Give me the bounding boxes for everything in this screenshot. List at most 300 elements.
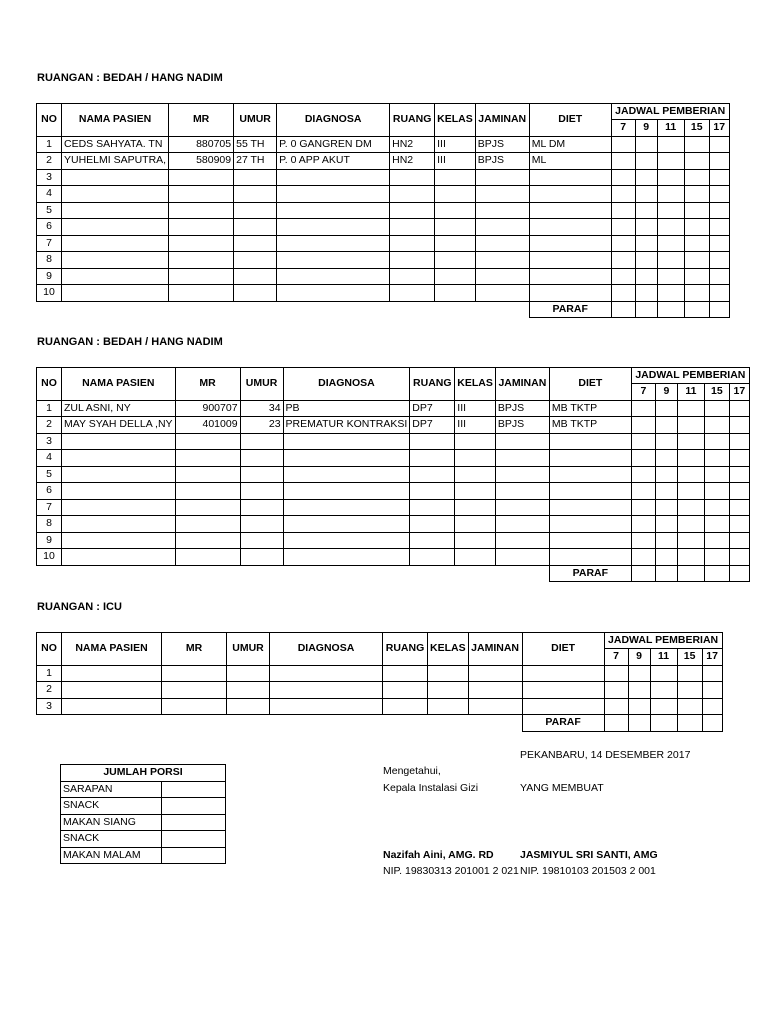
porsi-value <box>162 798 226 815</box>
diet <box>549 499 631 516</box>
section-title: RUANGAN : BEDAH / HANG NADIM <box>37 72 223 84</box>
patient-age <box>234 285 277 302</box>
patient-age <box>240 516 283 533</box>
insurance <box>475 268 529 285</box>
schedule-cell <box>657 153 684 170</box>
schedule-cell <box>709 252 729 269</box>
class <box>435 252 476 269</box>
paraf-cell <box>611 301 635 318</box>
schedule-cell <box>657 235 684 252</box>
insurance <box>468 665 522 682</box>
patient-name <box>62 532 176 549</box>
room <box>410 450 455 467</box>
header-umur: UMUR <box>240 368 283 401</box>
medical-record: 401009 <box>175 417 240 434</box>
insurance <box>495 433 549 450</box>
schedule-cell <box>729 433 749 450</box>
header-time-17: 17 <box>702 649 722 666</box>
room: DP7 <box>410 400 455 417</box>
insurance: BPJS <box>475 136 529 153</box>
porsi-label: SNACK <box>61 831 162 848</box>
class <box>435 268 476 285</box>
schedule-cell <box>729 466 749 483</box>
table-row <box>37 698 723 715</box>
room <box>383 698 428 715</box>
paraf-cell <box>657 301 684 318</box>
schedule-cell <box>604 665 628 682</box>
paraf-cell <box>704 565 729 582</box>
schedule-cell <box>657 169 684 186</box>
schedule-cell <box>611 186 635 203</box>
paraf-cell <box>604 715 628 732</box>
schedule-cell <box>635 252 657 269</box>
table-row <box>37 532 750 549</box>
schedule-cell <box>655 499 677 516</box>
room <box>390 186 435 203</box>
header-no: NO <box>37 104 62 137</box>
schedule-cell <box>677 698 702 715</box>
schedule-cell <box>631 532 655 549</box>
row-number: 3 <box>37 698 62 715</box>
room <box>410 433 455 450</box>
patient-age <box>234 202 277 219</box>
patient-age <box>240 483 283 500</box>
schedule-cell <box>702 682 722 699</box>
diet <box>529 186 611 203</box>
diagnosis: P. 0 APP AKUT <box>277 153 390 170</box>
schedule-cell <box>655 516 677 533</box>
schedule-cell <box>631 483 655 500</box>
paraf-label: PARAF <box>522 715 604 732</box>
schedule-cell <box>631 549 655 566</box>
table-row <box>37 252 730 269</box>
header-time-11: 11 <box>657 120 684 137</box>
header-umur: UMUR <box>234 104 277 137</box>
schedule-cell <box>635 219 657 236</box>
patient-age <box>227 698 270 715</box>
schedule-cell <box>677 400 704 417</box>
patient-name <box>62 698 162 715</box>
schedule-cell <box>684 186 709 203</box>
patient-name <box>62 483 176 500</box>
row-number: 7 <box>37 235 62 252</box>
schedule-cell <box>628 682 650 699</box>
table-row <box>37 483 750 500</box>
patient-table <box>36 367 750 582</box>
porsi-value <box>162 814 226 831</box>
schedule-cell <box>704 450 729 467</box>
schedule-cell <box>702 665 722 682</box>
porsi-row <box>61 814 226 831</box>
header-nama-pasien: NAMA PASIEN <box>62 368 176 401</box>
diagnosis <box>277 186 390 203</box>
medical-record <box>169 202 234 219</box>
patient-name <box>62 219 169 236</box>
schedule-cell <box>604 698 628 715</box>
paraf-cell <box>684 301 709 318</box>
diet <box>529 169 611 186</box>
room <box>383 665 428 682</box>
patient-age <box>240 549 283 566</box>
class <box>428 682 469 699</box>
diagnosis <box>277 252 390 269</box>
schedule-cell <box>677 417 704 434</box>
schedule-cell <box>709 219 729 236</box>
table-row <box>37 516 750 533</box>
insurance: BPJS <box>495 417 549 434</box>
room <box>390 285 435 302</box>
diet: ML <box>529 153 611 170</box>
insurance <box>475 285 529 302</box>
schedule-cell <box>631 499 655 516</box>
diet <box>549 433 631 450</box>
header-diagnosa: DIAGNOSA <box>270 633 383 666</box>
signer-name-left: Nazifah Aini, AMG. RD <box>383 849 494 861</box>
header-time-11: 11 <box>677 384 704 401</box>
schedule-cell <box>635 235 657 252</box>
row-number: 2 <box>37 153 62 170</box>
diet <box>522 665 604 682</box>
schedule-cell <box>684 219 709 236</box>
schedule-cell <box>709 285 729 302</box>
schedule-cell <box>604 682 628 699</box>
kepala-label: Kepala Instalasi Gizi <box>383 782 479 794</box>
schedule-cell <box>611 219 635 236</box>
table-row <box>37 450 750 467</box>
schedule-cell <box>704 483 729 500</box>
class <box>455 483 496 500</box>
insurance <box>475 202 529 219</box>
row-number: 10 <box>37 285 62 302</box>
schedule-cell <box>628 698 650 715</box>
table-row <box>37 417 750 434</box>
room <box>390 235 435 252</box>
porsi-value <box>162 831 226 848</box>
schedule-cell <box>704 516 729 533</box>
diet: MB TKTP <box>549 417 631 434</box>
diagnosis <box>283 549 410 566</box>
schedule-cell <box>655 400 677 417</box>
schedule-cell <box>611 202 635 219</box>
row-number: 6 <box>37 219 62 236</box>
table-row <box>37 169 730 186</box>
schedule-cell <box>650 698 677 715</box>
schedule-cell <box>635 153 657 170</box>
paraf-cell <box>677 565 704 582</box>
paraf-cell <box>650 715 677 732</box>
room <box>390 252 435 269</box>
diagnosis <box>277 235 390 252</box>
porsi-row <box>61 798 226 815</box>
row-number: 4 <box>37 450 62 467</box>
row-number: 9 <box>37 268 62 285</box>
class <box>455 433 496 450</box>
header-no: NO <box>37 633 62 666</box>
row-number: 10 <box>37 549 62 566</box>
class <box>455 499 496 516</box>
schedule-cell <box>657 252 684 269</box>
schedule-cell <box>729 499 749 516</box>
patient-name <box>62 186 169 203</box>
patient-age: 55 TH <box>234 136 277 153</box>
insurance <box>468 698 522 715</box>
signer-nip-right: NIP. 19810103 201503 2 001 <box>520 865 656 877</box>
porsi-label: SNACK <box>61 798 162 815</box>
medical-record <box>169 235 234 252</box>
schedule-cell <box>650 665 677 682</box>
medical-record <box>162 682 227 699</box>
header-jaminan: JAMINAN <box>475 104 529 137</box>
row-number: 4 <box>37 186 62 203</box>
table-header-row <box>37 104 730 120</box>
schedule-cell <box>611 153 635 170</box>
row-number: 2 <box>37 417 62 434</box>
row-number: 1 <box>37 136 62 153</box>
header-time-7: 7 <box>611 120 635 137</box>
porsi-row <box>61 781 226 798</box>
table-row <box>37 136 730 153</box>
medical-record <box>175 466 240 483</box>
schedule-cell <box>704 532 729 549</box>
patient-table <box>36 632 723 732</box>
header-no: NO <box>37 368 62 401</box>
patient-age: 34 <box>240 400 283 417</box>
medical-record <box>162 665 227 682</box>
porsi-label: SARAPAN <box>61 781 162 798</box>
table-row <box>37 202 730 219</box>
medical-record <box>169 169 234 186</box>
diagnosis <box>277 169 390 186</box>
header-time-17: 17 <box>729 384 749 401</box>
schedule-cell <box>684 285 709 302</box>
medical-record <box>169 268 234 285</box>
medical-record <box>175 549 240 566</box>
diet <box>549 532 631 549</box>
class <box>435 285 476 302</box>
header-time-7: 7 <box>631 384 655 401</box>
insurance <box>495 466 549 483</box>
schedule-cell <box>709 202 729 219</box>
header-diagnosa: DIAGNOSA <box>283 368 410 401</box>
diet <box>522 682 604 699</box>
row-number: 5 <box>37 202 62 219</box>
medical-record <box>175 532 240 549</box>
schedule-cell <box>677 499 704 516</box>
patient-age <box>240 433 283 450</box>
patient-name: YUHELMI SAPUTRA, <box>62 153 169 170</box>
row-number: 6 <box>37 483 62 500</box>
porsi-value <box>162 847 226 864</box>
paraf-row <box>37 715 723 732</box>
table-row <box>37 549 750 566</box>
schedule-cell <box>655 450 677 467</box>
header-jaminan: JAMINAN <box>495 368 549 401</box>
table-row <box>37 499 750 516</box>
porsi-label: MAKAN MALAM <box>61 847 162 864</box>
schedule-cell <box>709 153 729 170</box>
patient-age <box>234 169 277 186</box>
header-jadwal-pemberian: JADWAL PEMBERIAN <box>611 104 729 120</box>
header-time-7: 7 <box>604 649 628 666</box>
diagnosis <box>283 433 410 450</box>
insurance <box>475 186 529 203</box>
schedule-cell <box>635 186 657 203</box>
medical-record: 580909 <box>169 153 234 170</box>
schedule-cell <box>729 549 749 566</box>
diagnosis: PB <box>283 400 410 417</box>
diagnosis <box>283 483 410 500</box>
room <box>390 268 435 285</box>
insurance <box>495 549 549 566</box>
schedule-cell <box>729 417 749 434</box>
schedule-cell <box>684 252 709 269</box>
header-ruang: RUANG <box>410 368 455 401</box>
medical-record: 900707 <box>175 400 240 417</box>
insurance <box>475 252 529 269</box>
patient-name <box>62 169 169 186</box>
paraf-cell <box>702 715 722 732</box>
diagnosis <box>277 268 390 285</box>
schedule-cell <box>628 665 650 682</box>
room <box>410 516 455 533</box>
header-mr: MR <box>175 368 240 401</box>
diet <box>549 466 631 483</box>
table-row <box>37 285 730 302</box>
schedule-cell <box>704 499 729 516</box>
diagnosis <box>277 219 390 236</box>
insurance <box>495 499 549 516</box>
schedule-cell <box>655 532 677 549</box>
schedule-cell <box>655 417 677 434</box>
header-time-15: 15 <box>684 120 709 137</box>
schedule-cell <box>729 532 749 549</box>
header-jadwal-pemberian: JADWAL PEMBERIAN <box>604 633 722 649</box>
room <box>383 682 428 699</box>
insurance <box>475 235 529 252</box>
paraf-row <box>37 565 750 582</box>
schedule-cell <box>709 169 729 186</box>
insurance: BPJS <box>495 400 549 417</box>
schedule-cell <box>631 400 655 417</box>
class <box>428 698 469 715</box>
diet <box>522 698 604 715</box>
schedule-cell <box>729 400 749 417</box>
schedule-cell <box>655 466 677 483</box>
medical-record <box>175 499 240 516</box>
patient-age: 23 <box>240 417 283 434</box>
diagnosis <box>283 499 410 516</box>
paraf-cell <box>709 301 729 318</box>
insurance <box>495 532 549 549</box>
schedule-cell <box>729 516 749 533</box>
schedule-cell <box>729 450 749 467</box>
schedule-cell <box>704 549 729 566</box>
schedule-cell <box>635 285 657 302</box>
schedule-cell <box>684 202 709 219</box>
jumlah-porsi-table <box>60 764 226 864</box>
header-diagnosa: DIAGNOSA <box>277 104 390 137</box>
porsi-row <box>61 831 226 848</box>
patient-name <box>62 665 162 682</box>
room <box>390 202 435 219</box>
patient-name <box>62 252 169 269</box>
schedule-cell <box>635 202 657 219</box>
schedule-cell <box>635 268 657 285</box>
header-umur: UMUR <box>227 633 270 666</box>
class <box>435 169 476 186</box>
schedule-cell <box>635 169 657 186</box>
patient-name <box>62 285 169 302</box>
header-time-15: 15 <box>677 649 702 666</box>
table-row <box>37 682 723 699</box>
schedule-cell <box>684 169 709 186</box>
patient-name <box>62 466 176 483</box>
schedule-cell <box>657 219 684 236</box>
paraf-cell <box>635 301 657 318</box>
yang-membuat-label: YANG MEMBUAT <box>520 782 604 794</box>
patient-name <box>62 433 176 450</box>
insurance <box>495 516 549 533</box>
signer-name-right: JASMIYUL SRI SANTI, AMG <box>520 849 658 861</box>
room <box>410 549 455 566</box>
schedule-cell <box>631 450 655 467</box>
schedule-cell <box>611 235 635 252</box>
header-mr: MR <box>162 633 227 666</box>
schedule-cell <box>657 202 684 219</box>
table-row <box>37 665 723 682</box>
room <box>410 466 455 483</box>
medical-record <box>175 516 240 533</box>
paraf-cell <box>628 715 650 732</box>
insurance: BPJS <box>475 153 529 170</box>
row-number: 3 <box>37 433 62 450</box>
room <box>410 483 455 500</box>
insurance <box>475 219 529 236</box>
diagnosis <box>270 682 383 699</box>
patient-name <box>62 549 176 566</box>
class <box>435 186 476 203</box>
diagnosis <box>277 285 390 302</box>
porsi-row <box>61 847 226 864</box>
patient-age <box>240 450 283 467</box>
schedule-cell <box>677 466 704 483</box>
schedule-cell <box>631 516 655 533</box>
paraf-cell <box>655 565 677 582</box>
diet: MB TKTP <box>549 400 631 417</box>
header-ruang: RUANG <box>383 633 428 666</box>
diet <box>529 202 611 219</box>
row-number: 3 <box>37 169 62 186</box>
schedule-cell <box>655 433 677 450</box>
patient-age <box>234 268 277 285</box>
medical-record <box>162 698 227 715</box>
header-time-11: 11 <box>650 649 677 666</box>
patient-age <box>234 186 277 203</box>
patient-age <box>240 499 283 516</box>
signer-nip-left: NIP. 19830313 201001 2 021 <box>383 865 519 877</box>
schedule-cell <box>684 153 709 170</box>
schedule-cell <box>702 698 722 715</box>
table-row <box>37 433 750 450</box>
schedule-cell <box>709 186 729 203</box>
schedule-cell <box>677 483 704 500</box>
diet <box>549 450 631 467</box>
schedule-cell <box>631 433 655 450</box>
section-title: RUANGAN : ICU <box>37 601 122 613</box>
schedule-cell <box>684 268 709 285</box>
diagnosis <box>283 532 410 549</box>
header-diet: DIET <box>529 104 611 137</box>
